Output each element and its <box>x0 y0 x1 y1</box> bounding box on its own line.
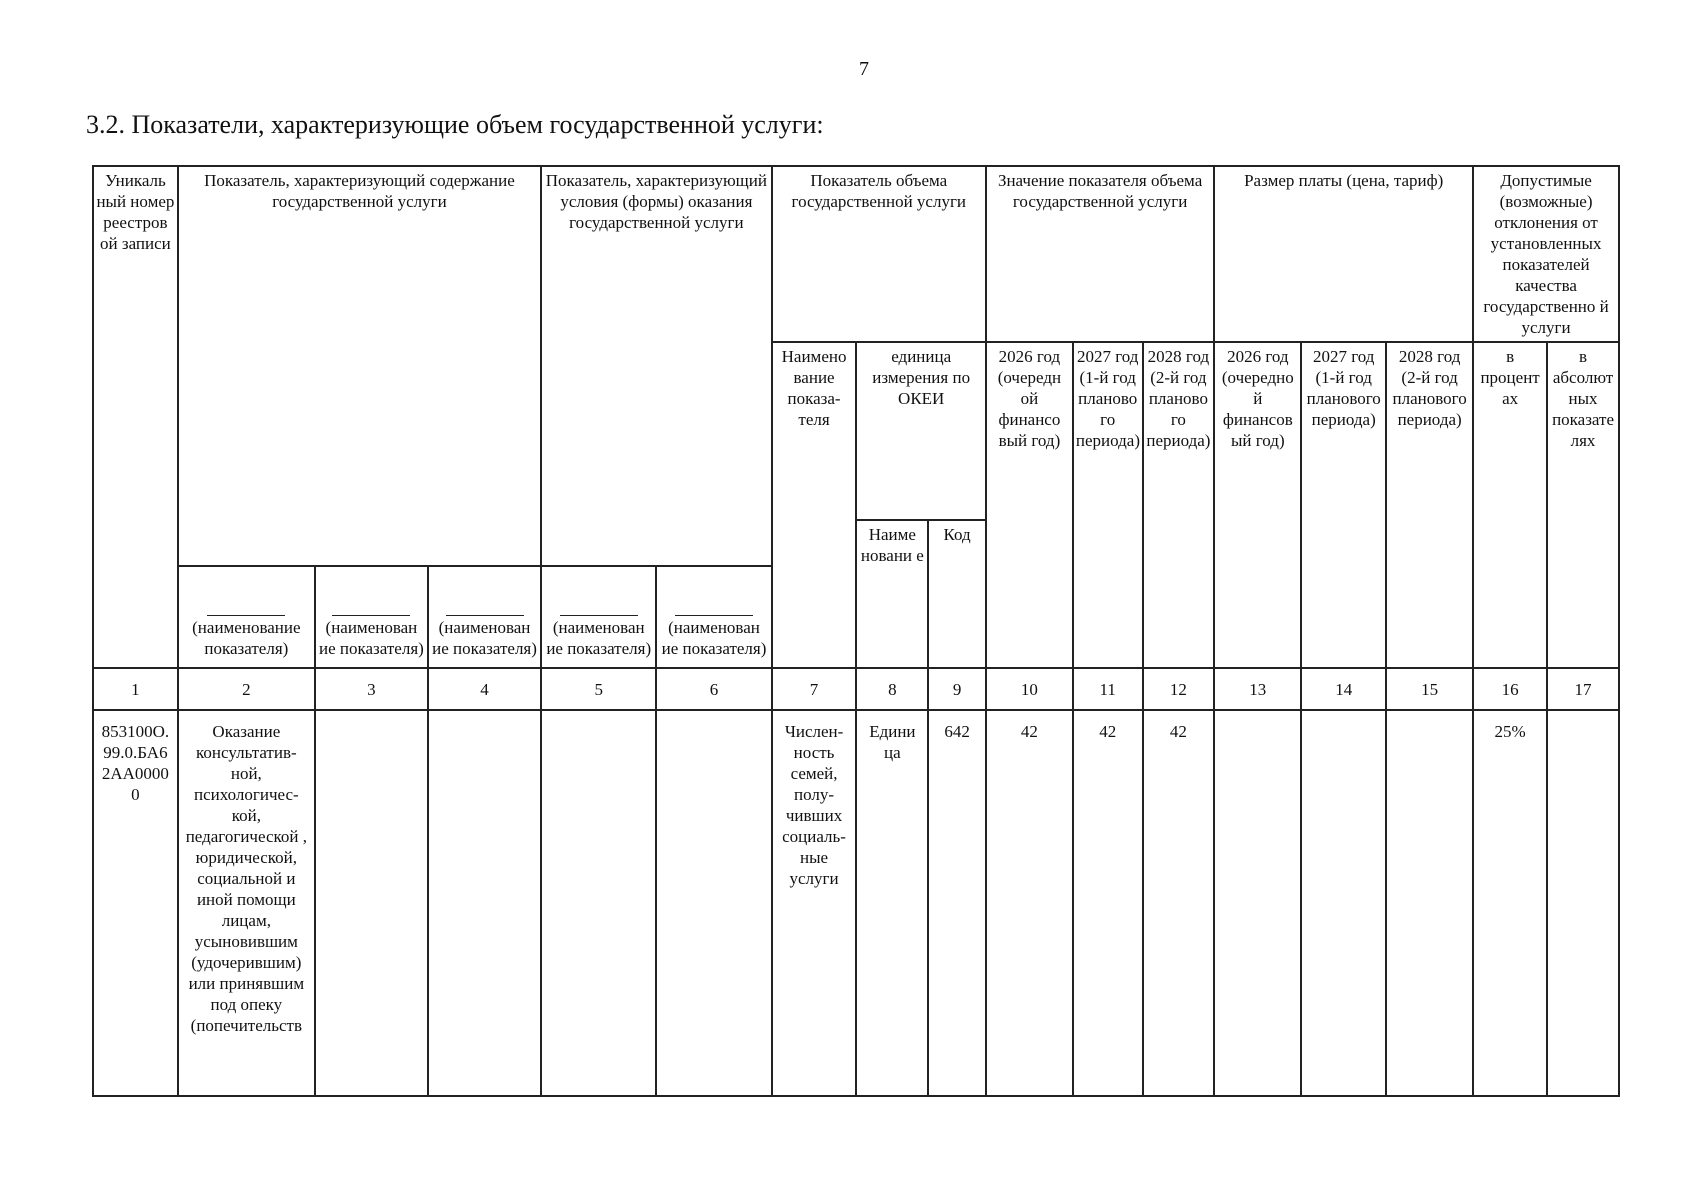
column-number: 2 <box>178 668 315 710</box>
cell-fee-2028 <box>1386 710 1473 1096</box>
column-number: 13 <box>1214 668 1301 710</box>
cell-content-indicator-3 <box>428 710 541 1096</box>
header-content-indicator: Показатель, характеризующий содержание государственной услуги <box>178 166 541 566</box>
header-deviation-absolute: в абсолют ных показате лях <box>1547 342 1619 668</box>
column-number: 4 <box>428 668 541 710</box>
header-2027-volume: 2027 год (1-й год планово го периода) <box>1073 342 1143 668</box>
column-number: 16 <box>1473 668 1547 710</box>
cell-condition-2 <box>656 710 771 1096</box>
column-number: 12 <box>1143 668 1215 710</box>
header-volume-indicator: Показатель объема государственной услуги <box>772 166 986 342</box>
cell-condition-1 <box>541 710 656 1096</box>
header-2028-fee: 2028 год (2-й год планового периода) <box>1386 342 1473 668</box>
header-fee: Размер платы (цена, тариф) <box>1214 166 1473 342</box>
header-subindicator-4: (наименован ие показателя) <box>428 566 541 668</box>
cell-volume-2028: 42 <box>1143 710 1215 1096</box>
column-number: 10 <box>986 668 1073 710</box>
header-2028-volume: 2028 год (2-й год планово го периода) <box>1143 342 1215 668</box>
header-deviation-percent: в процент ах <box>1473 342 1547 668</box>
cell-volume-2027: 42 <box>1073 710 1143 1096</box>
cell-unit-code: 642 <box>928 710 986 1096</box>
header-subindicator-6: (наименован ие показателя) <box>656 566 771 668</box>
header-okei-code: Код <box>928 520 986 668</box>
column-number: 6 <box>656 668 771 710</box>
header-unique-number: Уникаль ный номер реестров ой записи <box>93 166 178 668</box>
section-heading: 3.2. Показатели, характеризующие объем государственной услуги: <box>86 110 824 139</box>
header-subindicator-3: (наименован ие показателя) <box>315 566 428 668</box>
table-row <box>93 710 1619 1096</box>
header-conditions-indicator: Показатель, характеризующий условия (формы) оказания государственной услуги <box>541 166 772 566</box>
header-okei-name: Наиме новани е <box>856 520 928 668</box>
cell-deviation-absolute <box>1547 710 1619 1096</box>
header-indicator-name: Наимено вание показа- теля <box>772 342 857 668</box>
cell-deviation-percent: 25% <box>1473 710 1547 1096</box>
header-deviations: Допустимые (возможные) отклонения от установленных показателей качества государственно й услуги <box>1473 166 1619 342</box>
cell-fee-2027 <box>1301 710 1386 1096</box>
cell-volume-2026: 42 <box>986 710 1073 1096</box>
column-number: 7 <box>772 668 857 710</box>
header-volume-value: Значение показателя объема государственной услуги <box>986 166 1214 342</box>
cell-content-indicator: Оказание консультатив- ной, психологичес- кой, педагогической , юридической, социальной и иной помощи лицам, усыновившим (удочерившим) или принявшим под опеку (попечительств <box>178 710 315 1096</box>
column-number: 5 <box>541 668 656 710</box>
column-number: 3 <box>315 668 428 710</box>
column-number: 14 <box>1301 668 1386 710</box>
header-2026-fee: 2026 год (очередно й финансов ый год) <box>1214 342 1301 668</box>
cell-unique-number: 853100О. 99.0.БА6 2АА0000 0 <box>93 710 178 1096</box>
cell-content-indicator-2 <box>315 710 428 1096</box>
page-number: 7 <box>859 58 869 80</box>
column-number: 8 <box>856 668 928 710</box>
header-subindicator-5: (наименован ие показателя) <box>541 566 656 668</box>
column-number: 1 <box>93 668 178 710</box>
cell-unit-name: Едини ца <box>856 710 928 1096</box>
column-number: 9 <box>928 668 986 710</box>
column-number: 17 <box>1547 668 1619 710</box>
column-number: 15 <box>1386 668 1473 710</box>
header-2027-fee: 2027 год (1-й год планового периода) <box>1301 342 1386 668</box>
column-number-row <box>93 668 1619 710</box>
volume-indicators-table <box>92 165 1620 1097</box>
header-2026-volume: 2026 год (очередн ой финансо вый год) <box>986 342 1073 668</box>
cell-indicator-name: Числен- ность семей, полу- чивших социаль- ные услуги <box>772 710 857 1096</box>
header-subindicator-2: (наименование показателя) <box>178 566 315 668</box>
header-okei-unit: единица измерения по ОКЕИ <box>856 342 985 520</box>
column-number: 11 <box>1073 668 1143 710</box>
cell-fee-2026 <box>1214 710 1301 1096</box>
